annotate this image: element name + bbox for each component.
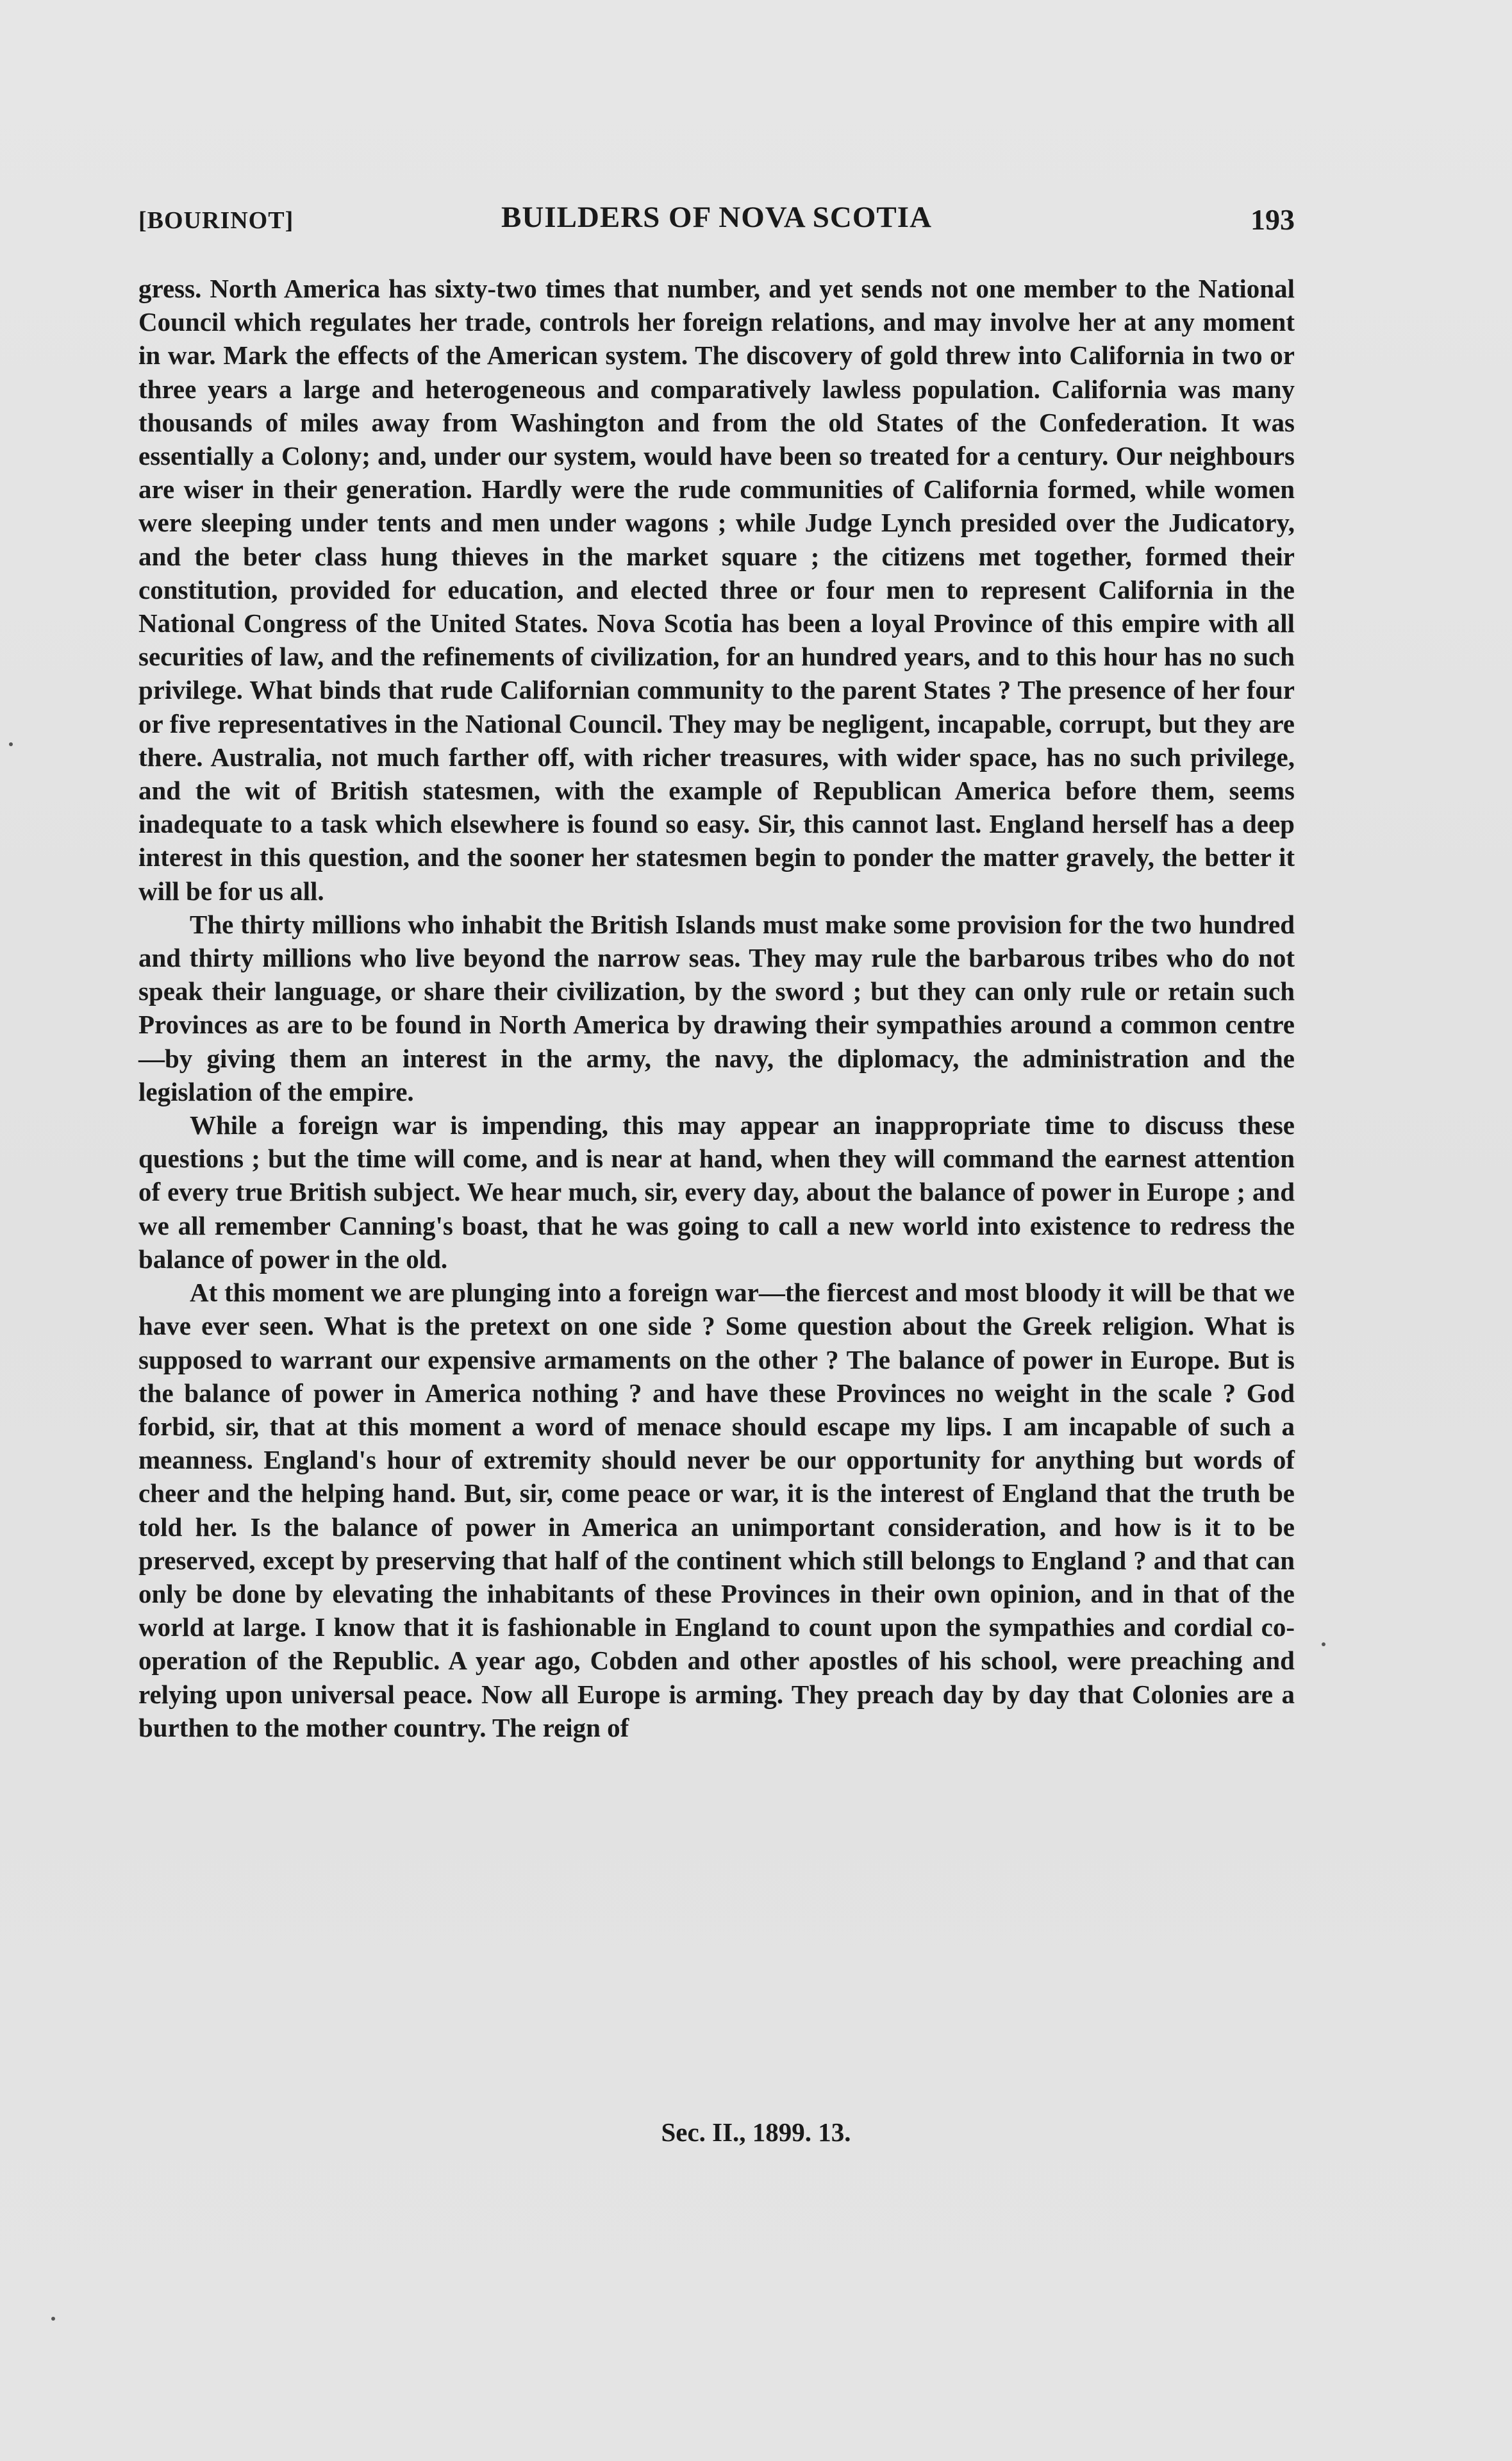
paragraph-1: gress. North America has sixty-two times that number, and yet sends not one member to the National Council which regulates her trade, controls her foreign relations, and may involve her at any moment in war. Mark the effects of the American system. The discovery of gold threw into California in two or three years a large and heterogeneous and comparatively lawless population. California was many thousands of miles away from Washington and from the old States of the Confederation. It was essentially a Colony; and, under our system, would have been so treated for a century. Our neighbours are wiser in their generation. Hardly were the rude communities of California formed, while women were sleeping under tents and men under wagons ; while Judge Lynch presided over the Judicatory, and the beter class hung thieves in the market square ; the citizens met together, formed their constitution, provided for education, and elected three or four men to represent California in the National Congress of the United States. Nova Scotia has been a loyal Province of this empire with all securities of law, and the refinements of civilization, for an hundred years, and to this hour has no such privilege. What binds that rude Californian community to the parent States ? The presence of her four or five representatives in the National Council. They may be negligent, incapable, corrupt, but they are there. Australia, not much farther off, with richer treasures, with wider space, has no such privilege, and the wit of British statesmen, with the example of Republican America before them, seems inadequate to a task which elsewhere is found so easy. Sir, this cannot last. England herself has a deep interest in this question, and the sooner her statesmen begin to ponder the matter gravely, the better it will be for us all. <box>138 274 1295 906</box>
body-text <box>138 272 1295 1744</box>
paragraph-4: At this moment we are plunging into a foreign war—the fiercest and most bloody it will be that we have ever seen. What is the pretext on one side ? Some question about the Greek religion. What is supposed to warrant our expensive armaments on the other ? The balance of power in Europe. But is the balance of power in America nothing ? and have these Provinces no weight in the scale ? God forbid, sir, that at this moment a word of menace should escape my lips. I am incapable of such a meanness. England's hour of extremity should never be our opportunity for anything but words of cheer and the helping hand. But, sir, come peace or war, it is the interest of England that the truth be told her. Is the balance of power in America an unimportant consideration, and how is it to be preserved, except by preserving that half of the continent which still belongs to England ? and that can only be done by elevating the inhabitants of these Provinces in their own opinion, and in that of the world at large. I know that it is fashionable in England to count upon the sympathies and cordial co-operation of the Republic. A year ago, Cobden and other apostles of his school, were preaching and relying upon universal peace. Now all Europe is arming. They preach day by day that Colonies are a burthen to the mother country. The reign of <box>138 1278 1295 1742</box>
scan-speck <box>1322 1642 1325 1646</box>
scan-speck <box>9 742 13 746</box>
scan-speck <box>51 2317 55 2321</box>
signature-mark: Sec. II., 1899. 13. <box>661 2117 851 2147</box>
page-number: 193 <box>1250 203 1295 236</box>
running-header <box>138 200 1295 241</box>
header-title: BUILDERS OF NOVA SCOTIA <box>501 201 933 234</box>
header-author: [BOURINOT] <box>138 207 294 234</box>
paragraph-3: While a foreign war is impending, this may appear an inappropriate time to discuss these questions ; but the time will come, and is near at hand, when they will command the earnest attention of every true British subject. We hear much, sir, every day, about the balance of power in Europe ; and we all remember Canning's boast, that he was going to call a new world into existence to redress the balance of power in the old. <box>138 1110 1295 1274</box>
paragraph-2: The thirty millions who inhabit the British Islands must make some provision for the two hundred and thirty millions who live beyond the narrow seas. They may rule the barbarous tribes who do not speak their language, or share their civilization, by the sword ; but they can only rule or retain such Provinces as are to be found in North America by drawing their sympathies around a common centre—by giving them an interest in the army, the navy, the diplomacy, the administration and the legislation of the empire. <box>138 909 1295 1106</box>
